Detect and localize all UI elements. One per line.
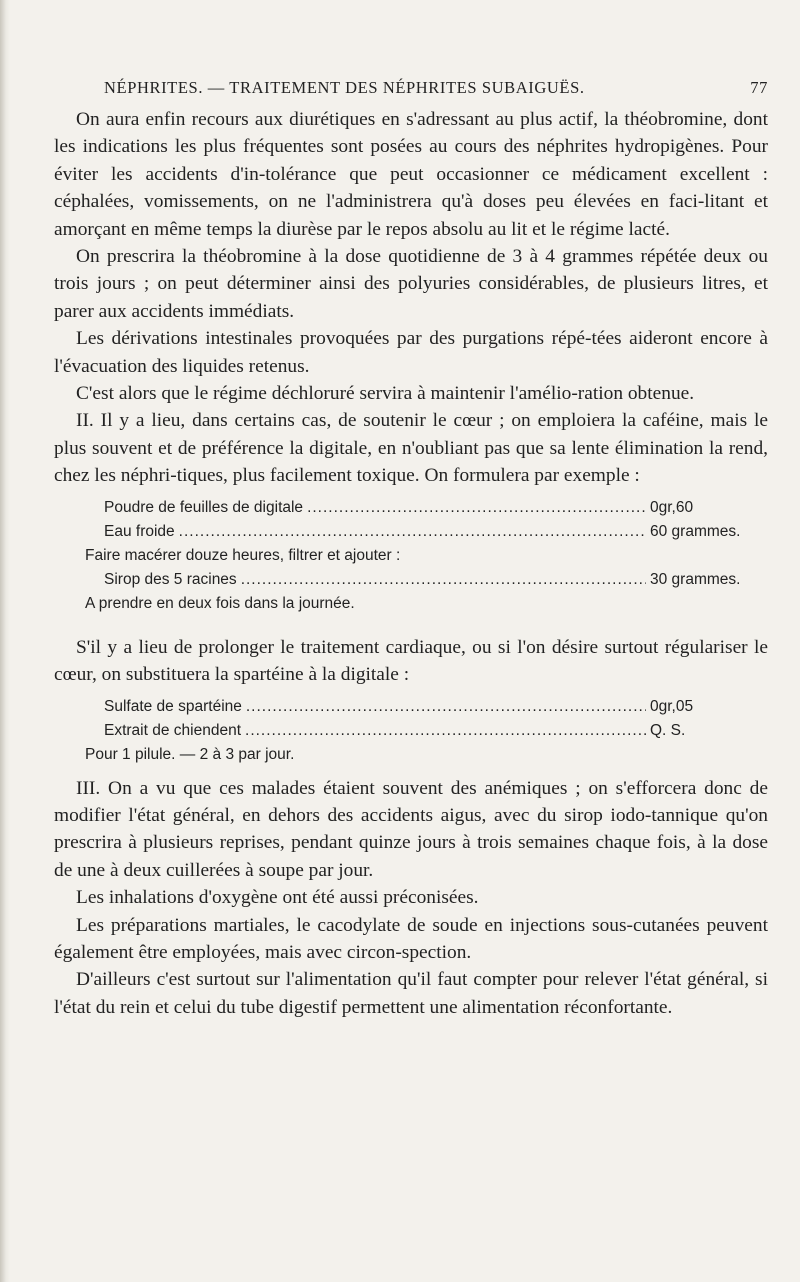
- ingredient-name: Sirop des 5 racines: [104, 570, 237, 588]
- recipe-line: [54, 695, 768, 719]
- paragraph: III. On a vu que ces malades étaient souvent des anémiques ; on s'efforcera donc de modifier l'état général, en dehors des accidents aigus, avec du sirop iodo-tannique qu'on prescrira à plusieurs reprises, pendant quinze jours à trois semaines chaque fois, à la dose de une à deux cuillerées à soupe par jour.: [54, 777, 768, 881]
- recipe-line: [54, 719, 768, 743]
- page-number: 77: [750, 78, 768, 97]
- prescription-digitale: [54, 496, 768, 616]
- recipe-note: A prendre en deux fois dans la journée.: [85, 594, 355, 612]
- ingredient-qty: 0gr,60: [650, 498, 694, 516]
- ingredient-qty: 30 grammes.: [650, 570, 741, 588]
- ingredient-name: Sulfate de spartéine: [104, 697, 242, 715]
- prescription-sparteine: [54, 695, 768, 767]
- running-title: NÉPHRITES. — TRAITEMENT DES NÉPHRITES SUBAIGUËS.: [104, 78, 585, 97]
- recipe-line: [54, 496, 768, 520]
- leader-dots: [307, 496, 646, 520]
- recipe-note: Pour 1 pilule. — 2 à 3 par jour.: [85, 745, 295, 763]
- ingredient-name: Extrait de chiendent: [104, 721, 242, 739]
- binding-edge: [0, 0, 10, 1282]
- ingredient-name: Eau froide: [104, 522, 175, 540]
- paragraph: II. Il y a lieu, dans certains cas, de soutenir le cœur ; on emploiera la caféine, mais le plus souvent et de préférence la digitale, en n'oubliant pas que sa lente élimination la rend, chez les néphri-tiques, plus facilement toxique. On formulera par exemple :: [54, 410, 768, 487]
- ingredient-qty: 60 grammes.: [650, 522, 741, 540]
- paragraph: On prescrira la théobromine à la dose quotidienne de 3 à 4 grammes répétée deux ou trois jours ; on peut déterminer ainsi des polyuries considérables, de plusieurs litres, et parer aux accidents immédiats.: [54, 246, 768, 322]
- paragraph: Les dérivations intestinales provoquées par des purgations répé-tées aideront encore à l'évacuation des liquides retenus.: [54, 328, 768, 377]
- ingredient-name: Poudre de feuilles de digitale: [104, 498, 304, 516]
- paragraph: S'il y a lieu de prolonger le traitement cardiaque, ou si l'on désire surtout régulariser le cœur, on substituera la spartéine à la digitale :: [54, 636, 768, 686]
- paragraph: Les inhalations d'oxygène ont été aussi préconisées.: [76, 887, 479, 909]
- paragraph: C'est alors que le régime déchloruré servira à maintenir l'amélio-ration obtenue.: [76, 383, 695, 405]
- paragraph: On aura enfin recours aux diurétiques en s'adressant au plus actif, la théobromine, dont les indications les plus fréquentes sont posées au cours des néphrites hydropigènes. Pour éviter les accidents d'in-tolérance que peut occasionner ce médicament excellent : céphalées, vomissements, on ne l'administrera qu'à doses peu élevées en faci-litant et amorçant en même temps la diurèse par le repos absolu au lit et le régime lacté.: [54, 109, 768, 240]
- recipe-instruction: Faire macérer douze heures, filtrer et ajouter :: [85, 546, 401, 564]
- recipe-line: [54, 568, 768, 592]
- leader-dots: [179, 520, 646, 544]
- ingredient-qty: Q. S.: [650, 721, 686, 739]
- page-body: [54, 106, 768, 1021]
- running-header: [104, 78, 768, 98]
- paragraph: D'ailleurs c'est surtout sur l'alimentation qu'il faut compter pour relever l'état général, si l'état du rein et celui du tube digestif permettent une alimentation réconfortante.: [54, 969, 768, 1018]
- leader-dots: [241, 568, 646, 592]
- leader-dots: [245, 719, 646, 743]
- ingredient-qty: 0gr,05: [650, 697, 694, 715]
- recipe-line: [54, 520, 768, 544]
- leader-dots: [246, 695, 646, 719]
- paragraph: Les préparations martiales, le cacodylate de soude en injections sous-cutanées peuvent également être employées, mais avec circon-spection.: [54, 914, 768, 963]
